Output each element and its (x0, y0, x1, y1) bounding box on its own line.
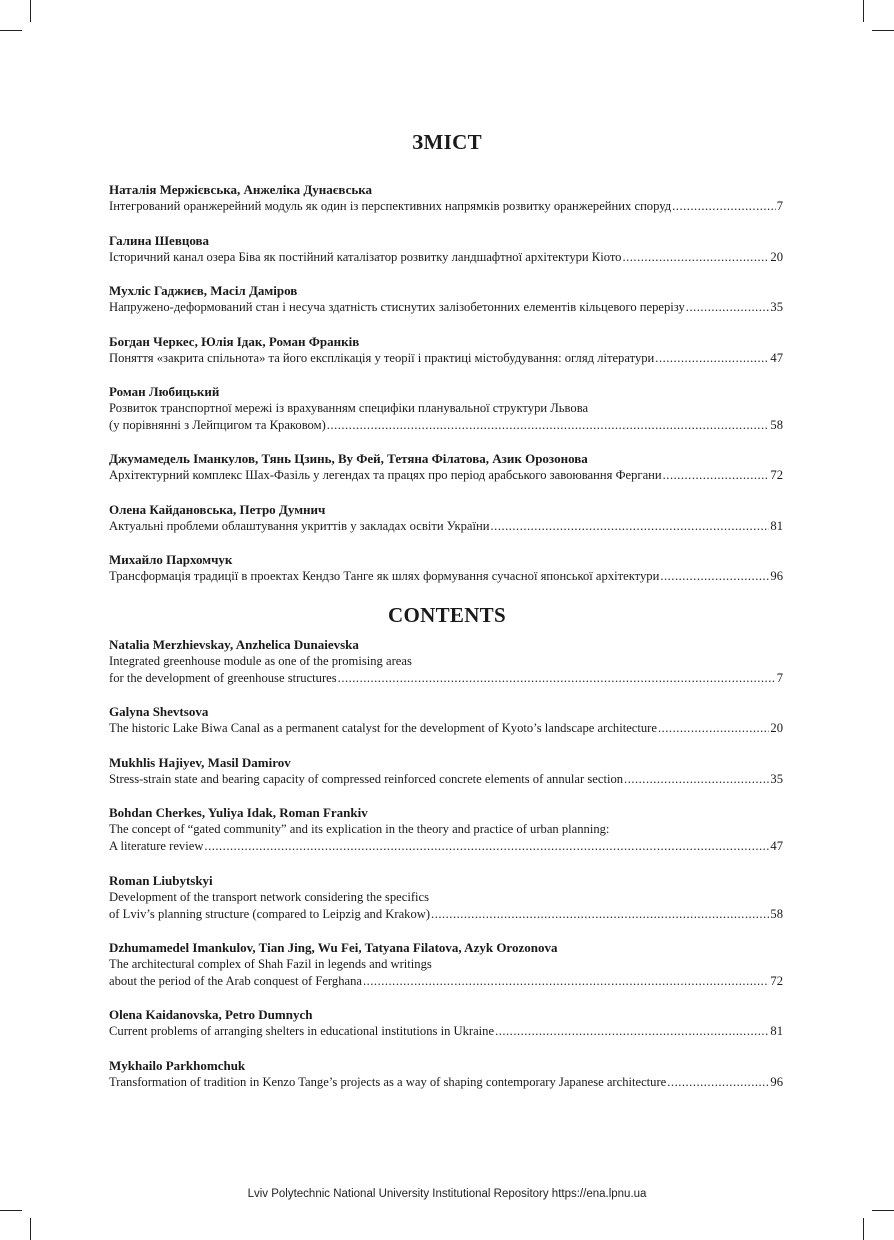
entry-title: Current problems of arranging shelters in educational institutions in Ukraine (109, 1024, 495, 1038)
entry-title-line (109, 771, 783, 788)
toc-entry[interactable] (109, 1006, 783, 1040)
entry-title: (у порівнянні з Лейпцигом та Краковом) (109, 418, 326, 432)
entry-title: The historic Lake Biwa Canal as a permanent catalyst for the development of Kyoto’s landscape architecture (109, 721, 657, 735)
entry-title-line (109, 400, 783, 417)
dot-leader (672, 198, 776, 215)
entry-title-line (109, 906, 783, 923)
toc-entry[interactable] (109, 872, 783, 923)
page-number: 7 (776, 199, 783, 213)
entry-authors: Мухліс Гаджиєв, Масіл Даміров (109, 283, 298, 298)
entry-title-line (109, 720, 783, 737)
entry-title-line (109, 973, 783, 990)
toc-entry[interactable] (109, 383, 783, 434)
entry-title-line (109, 956, 783, 973)
entry-title: about the period of the Arab conquest of Ferghana (109, 974, 362, 988)
toc-entry[interactable] (109, 551, 783, 585)
entry-title: Архітектурний комплекс Шах-Фазіль у легендах та працях про період арабського завоювання Фергани (109, 468, 662, 482)
entry-title-line (109, 821, 783, 838)
entry-title: Development of the transport network considering the specifics (109, 890, 429, 904)
entry-authors: Olena Kaidanovska, Petro Dumnych (109, 1007, 313, 1022)
toc-entry[interactable] (109, 939, 783, 990)
crop-mark (863, 1218, 864, 1240)
page-number: 35 (770, 772, 783, 786)
toc-entry[interactable] (109, 754, 783, 788)
entry-authors: Роман Любицький (109, 384, 220, 399)
crop-mark (872, 30, 894, 31)
page-number: 20 (770, 721, 783, 735)
page-number: 72 (770, 468, 783, 482)
dot-leader (204, 838, 769, 855)
page-number: 81 (770, 1024, 783, 1038)
crop-mark (0, 1210, 22, 1211)
toc-entry[interactable] (109, 282, 783, 316)
entry-title: Transformation of tradition in Kenzo Tange’s projects as a way of shaping contemporary Japanese architecture (109, 1075, 667, 1089)
page-number: 47 (770, 351, 783, 365)
dot-leader (686, 299, 770, 316)
repository-footer: Lviv Polytechnic National University Institutional Repository https://ena.lpnu.ua (247, 1188, 647, 1200)
entry-title: Integrated greenhouse module as one of the promising areas (109, 654, 412, 668)
entry-title: for the development of greenhouse structures (109, 671, 337, 685)
entry-title: A literature review (109, 839, 204, 853)
toc-title-en: CONTENTS (388, 603, 506, 627)
entry-title-line (109, 1023, 783, 1040)
entry-title-line (109, 518, 783, 535)
dot-leader (622, 249, 769, 266)
toc-entry[interactable] (109, 501, 783, 535)
page-number: 7 (776, 671, 783, 685)
dot-leader (327, 417, 770, 434)
entry-title: Напружено-деформований стан і несуча здатність стиснутих залізобетонних елементів кільцевого перерізу (109, 300, 685, 314)
page-number: 96 (770, 569, 783, 583)
entry-title-line (109, 417, 783, 434)
entry-title-line (109, 1074, 783, 1091)
toc-entry[interactable] (109, 333, 783, 367)
toc-entry[interactable] (109, 450, 783, 484)
crop-mark (30, 1218, 31, 1240)
entry-authors: Михайло Пархомчук (109, 552, 233, 567)
page-number: 58 (770, 907, 783, 921)
toc-entry[interactable] (109, 1057, 783, 1091)
entry-authors: Natalia Merzhievskay, Anzhelica Dunaievska (109, 637, 359, 652)
entry-authors: Roman Liubytskyi (109, 873, 213, 888)
entry-authors: Олена Кайдановська, Петро Думнич (109, 502, 326, 517)
toc-title-uk: ЗМІСТ (412, 130, 482, 154)
dot-leader (491, 518, 770, 535)
entry-title: Історичний канал озера Біва як постійний каталізатор розвитку ландшафтної архітектури Кіото (109, 250, 622, 264)
dot-leader (655, 350, 769, 367)
entry-title-line (109, 568, 783, 585)
toc-entry[interactable] (109, 636, 783, 687)
entry-title-line (109, 350, 783, 367)
entry-title: Поняття «закрита спільнота» та його експлікація у теорії і практиці містобудування: огляд літератури (109, 351, 655, 365)
page-number: 81 (770, 519, 783, 533)
entry-authors: Mykhailo Parkhomchuk (109, 1058, 246, 1073)
entry-title-line (109, 198, 783, 215)
entry-authors: Dzhumamedel Imankulov, Tian Jing, Wu Fei, Tatyana Filatova, Azyk Orozonova (109, 940, 558, 955)
entry-authors: Bohdan Cherkes, Yuliya Idak, Roman Frankiv (109, 805, 368, 820)
dot-leader (660, 568, 769, 585)
dot-leader (658, 720, 769, 737)
dot-leader (667, 1074, 769, 1091)
dot-leader (338, 670, 776, 687)
crop-mark (863, 0, 864, 22)
entry-authors: Джумамедель Іманкулов, Тянь Цзинь, Ву Фей, Тетяна Філатова, Азик Орозонова (109, 451, 588, 466)
dot-leader (663, 467, 770, 484)
page-number: 20 (770, 250, 783, 264)
dot-leader (363, 973, 769, 990)
entry-authors: Mukhlis Hajiyev, Masil Damirov (109, 755, 291, 770)
page-number: 58 (770, 418, 783, 432)
entry-title-line (109, 299, 783, 316)
entry-title-line (109, 838, 783, 855)
page-number: 35 (770, 300, 783, 314)
entry-authors: Богдан Черкес, Юлія Ідак, Роман Франків (109, 334, 360, 349)
dot-leader (495, 1023, 769, 1040)
toc-entry[interactable] (109, 804, 783, 855)
page-number: 96 (770, 1075, 783, 1089)
entry-title: Актуальні проблеми облаштування укриттів у закладах освіти України (109, 519, 490, 533)
entry-title: The architectural complex of Shah Fazil in legends and writings (109, 957, 432, 971)
entry-title: Розвиток транспортної мережі із врахуванням специфіки планувальної структури Львова (109, 401, 589, 415)
toc-entry[interactable] (109, 181, 783, 215)
entry-authors: Галина Шевцова (109, 233, 210, 248)
toc-entry[interactable] (109, 232, 783, 266)
entry-title: Stress-strain state and bearing capacity of compressed reinforced concrete elements of annular section (109, 772, 624, 786)
entry-title: The concept of “gated community” and its explication in the theory and practice of urban planning: (109, 822, 610, 836)
entry-title-line (109, 889, 783, 906)
crop-mark (872, 1210, 894, 1211)
entry-title: Інтегрований оранжерейний модуль як один із перспективних напрямків розвитку оранжерейних споруд (109, 199, 672, 213)
entry-title: of Lviv’s planning structure (compared to Leipzig and Krakow) (109, 907, 431, 921)
crop-mark (0, 30, 22, 31)
entry-authors: Наталія Мержієвська, Анжеліка Дунаєвська (109, 182, 373, 197)
entry-authors: Galyna Shevtsova (109, 704, 209, 719)
page-number: 72 (770, 974, 783, 988)
toc-entry[interactable] (109, 703, 783, 737)
entry-title-line (109, 467, 783, 484)
entry-title: Трансформація традиції в проектах Кендзо Танге як шлях формування сучасної японської архітектури (109, 569, 660, 583)
entry-title-line (109, 670, 783, 687)
page-number: 47 (770, 839, 783, 853)
dot-leader (624, 771, 769, 788)
entry-title-line (109, 653, 783, 670)
entry-title-line (109, 249, 783, 266)
crop-mark (30, 0, 31, 22)
dot-leader (431, 906, 769, 923)
